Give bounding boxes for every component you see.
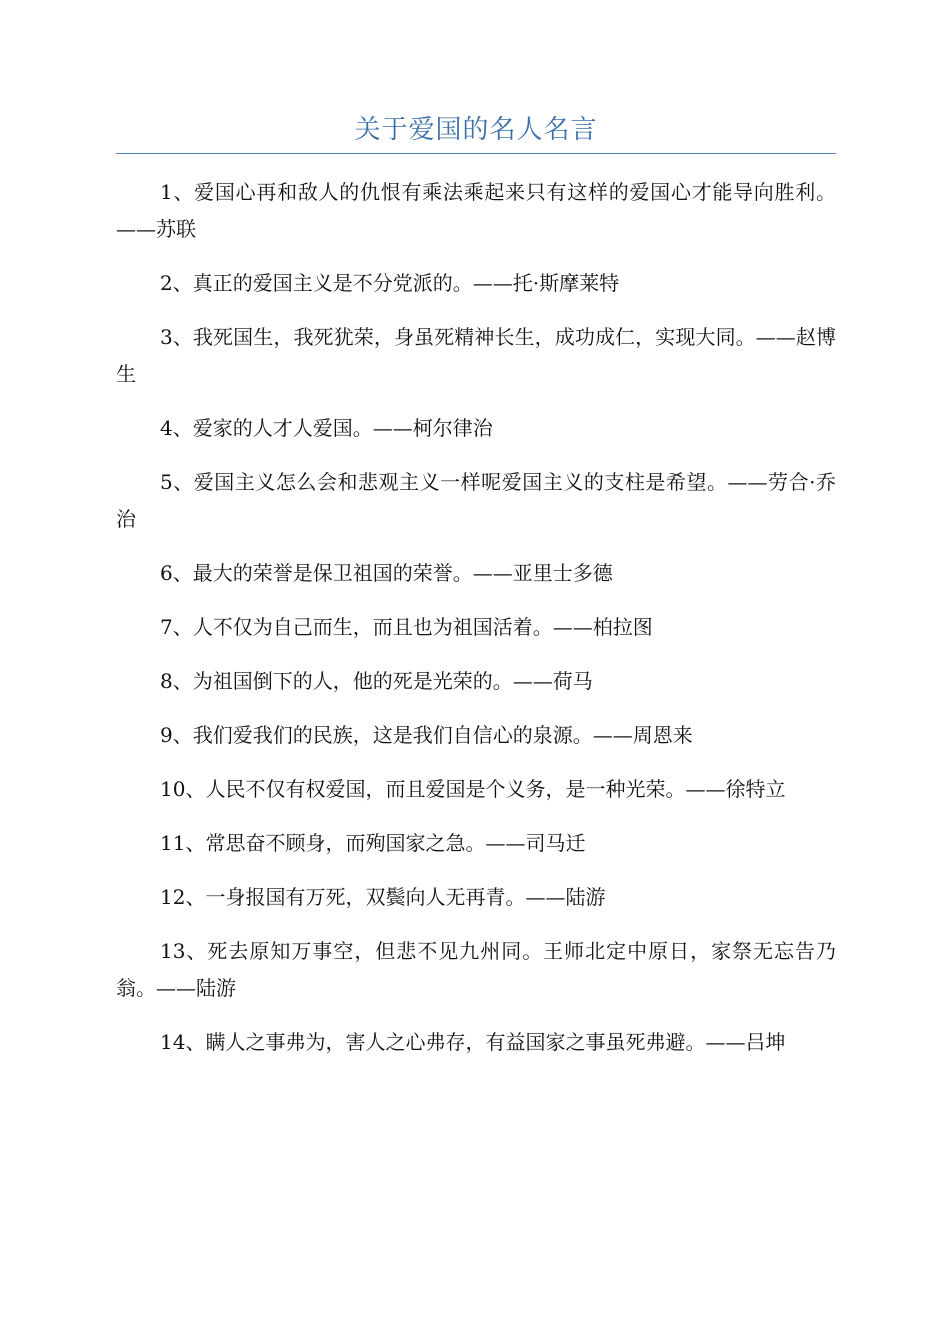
quote-item: 9、我们爱我们的民族，这是我们自信心的泉源。——周恩来 (160, 723, 693, 747)
document-page (116, 0, 836, 1078)
quote-item: 5、爱国主义怎么会和悲观主义一样呢爱国主义的支柱是希望。——劳合·乔治 (116, 470, 836, 531)
quote-item: 1、爱国心再和敌人的仇恨有乘法乘起来只有这样的爱国心才能导向胜利。——苏联 (116, 180, 836, 241)
quote-item: 14、瞒人之事弗为，害人之心弗存，有益国家之事虽死弗避。——吕坤 (160, 1030, 786, 1054)
quote-item: 11、常思奋不顾身，而殉国家之急。——司马迁 (160, 831, 586, 855)
quote-item: 4、爱家的人才人爱国。——柯尔律治 (160, 416, 493, 440)
quote-item: 6、最大的荣誉是保卫祖国的荣誉。——亚里士多德 (160, 561, 613, 585)
title-underline (116, 153, 836, 154)
quote-item: 7、人不仅为自己而生，而且也为祖国活着。——柏拉图 (160, 615, 653, 639)
quote-item: 2、真正的爱国主义是不分党派的。——托·斯摩莱特 (160, 271, 620, 295)
document-title: 关于爱国的名人名言 (354, 115, 598, 145)
quote-item: 13、死去原知万事空，但悲不见九州同。王师北定中原日，家祭无忘告乃翁。——陆游 (116, 939, 836, 1000)
quote-item: 3、我死国生，我死犹荣，身虽死精神长生，成功成仁，实现大同。——赵博生 (116, 325, 836, 386)
quote-item: 10、人民不仅有权爱国，而且爱国是个义务，是一种光荣。——徐特立 (160, 777, 786, 801)
quote-list (116, 174, 836, 1061)
quote-item: 8、为祖国倒下的人，他的死是光荣的。——荷马 (160, 669, 593, 693)
quote-item: 12、一身报国有万死，双鬓向人无再青。——陆游 (160, 885, 606, 909)
